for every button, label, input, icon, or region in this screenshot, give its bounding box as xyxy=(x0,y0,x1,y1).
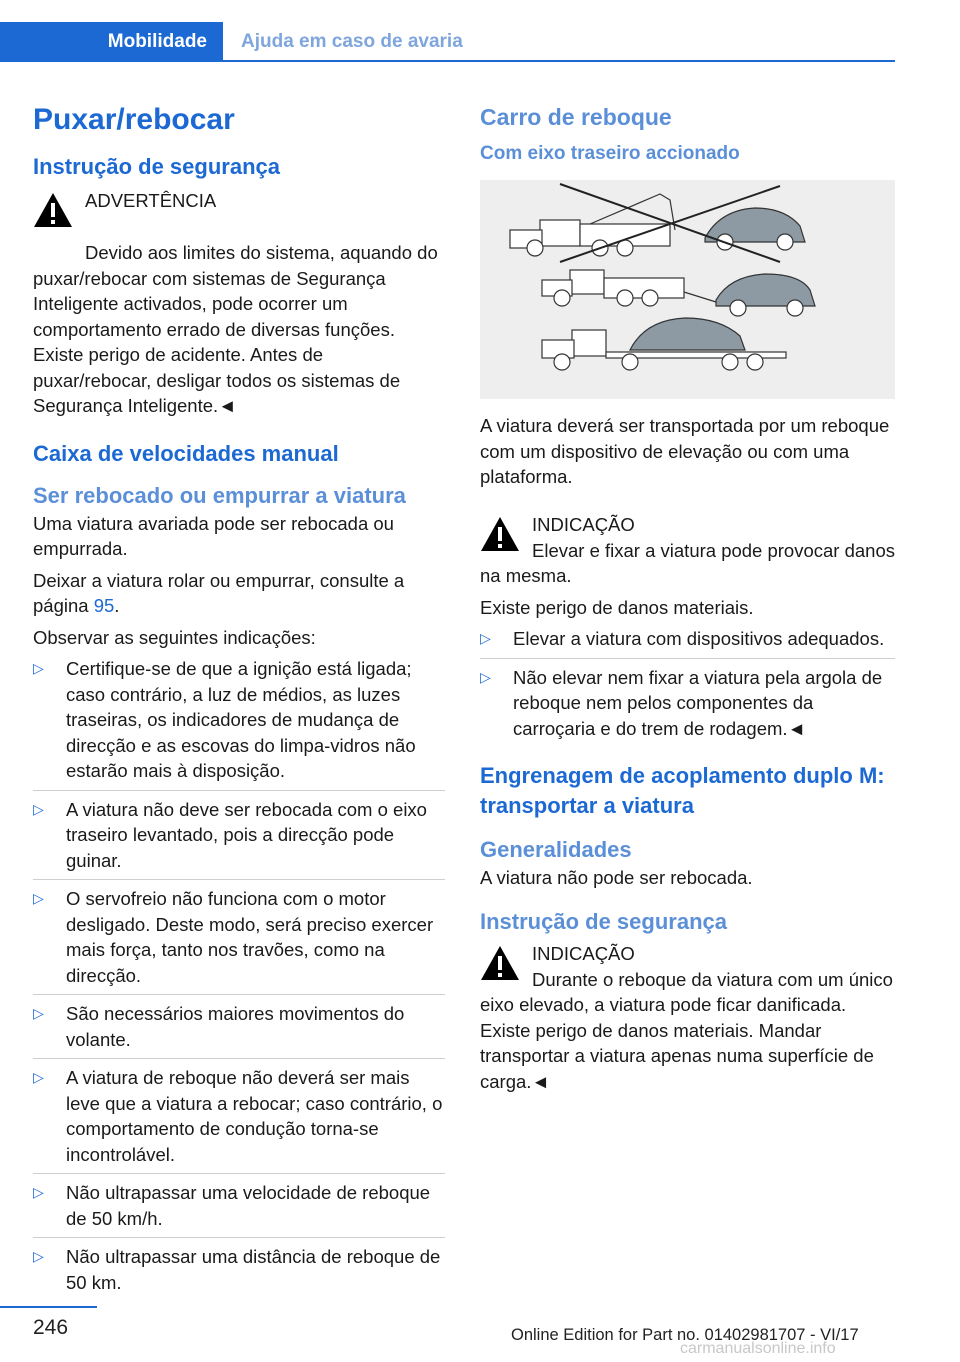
warning-label: ADVERTÊNCIA xyxy=(85,190,217,211)
list-item-text: O servofreio não funciona com o motor desligado. Deste modo, será preciso exercer mais força, tanto nos travões, como na direcção. xyxy=(66,888,434,986)
note-paragraph-1: Existe perigo de danos materiais. xyxy=(480,596,754,618)
bullet-triangle-icon: ▷ xyxy=(33,1184,44,1200)
general-heading: Generalidades xyxy=(480,837,632,862)
tab-mobilidade[interactable]: Mobilidade xyxy=(0,22,223,62)
manual-gearbox-heading: Caixa de velocidades manual xyxy=(33,440,339,466)
warning-text: Devido aos limites do sistema, aquando do puxar/rebocar com sistemas de Segurança Inteligente activados, pode ocorrer um comportamento errado de diversas funções. Existe perigo de acidente. Antes de puxar/rebocar, desligar todos os sistemas de Segurança Inteligente.◄ xyxy=(33,242,438,416)
tab-underline xyxy=(223,60,895,62)
list-item-text: Não elevar nem fixar a viatura pela argola de reboque nem pelos componentes da carroçaria e do trem de rodagem.◄ xyxy=(513,666,883,739)
list-item-text: Não ultrapassar uma distância de reboque de 50 km. xyxy=(66,1246,441,1293)
bullet-triangle-icon: ▷ xyxy=(480,630,491,646)
header-tabbar xyxy=(0,22,895,62)
list-item-text: A viatura de reboque não deverá ser mais leve que a viatura a rebocar; caso contrário, o comportamento de condução torna-se incontrolável. xyxy=(66,1067,443,1165)
safety-heading-right: Instrução de segurança xyxy=(480,908,727,934)
tow-truck-subheading: Com eixo traseiro accionado xyxy=(480,143,740,164)
edition-text: Online Edition for Part no. 01402981707 - VI/17 xyxy=(511,1326,859,1344)
dual-clutch-heading: Engrenagem de acoplamento duplo M: transportar a viatura xyxy=(480,763,885,818)
note-box-2 xyxy=(480,941,895,993)
list-item-text: A viatura não deve ser rebocada com o eixo traseiro levantado, pois a direcção pode guinar. xyxy=(66,798,427,871)
list-item xyxy=(33,1180,445,1238)
note-label-1: INDICAÇÃO xyxy=(532,513,635,535)
bullet-triangle-icon: ▷ xyxy=(33,1069,44,1085)
list-item-text: Elevar a viatura com dispositivos adequados. xyxy=(513,628,885,649)
note-text-1: Elevar e fixar a viatura pode provocar danos na mesma. xyxy=(480,539,896,586)
tow-truck-heading: Carro de reboque xyxy=(480,104,672,130)
bullet-triangle-icon: ▷ xyxy=(33,1005,44,1021)
tow-paragraph: A viatura deverá ser transportada por um reboque com um dispositivo de elevação ou com uma plataforma. xyxy=(480,415,890,487)
left-bullet-list xyxy=(33,656,445,1301)
safety-heading: Instrução de segurança xyxy=(33,154,280,179)
tow-truck-drawing xyxy=(480,180,895,399)
warning-triangle-icon xyxy=(33,192,73,228)
page-number: 246 xyxy=(33,1316,69,1339)
right-bullet-list xyxy=(480,626,895,747)
tow-truck-illustration xyxy=(480,180,895,399)
watermark: carmanualsonline.info xyxy=(680,1340,836,1357)
list-item-text: Certifique-se de que a ignição está ligada; caso contrário, a luz de médios, as luzes traseiras, os indicadores de mudança de direcção e as escovas do limpa-vidros não estarão mais à disposição. xyxy=(66,658,416,781)
push-paragraph-2-end: . xyxy=(114,595,120,616)
page-title: Puxar/rebocar xyxy=(33,103,235,136)
bullet-triangle-icon: ▷ xyxy=(33,890,44,906)
note-text-2: Durante o reboque da viatura com um único eixo elevado, a viatura pode ficar danificada. Existe perigo de danos materiais. Mandar transportar a viatura apenas numa superfície de carga.◄ xyxy=(480,968,893,1092)
general-paragraph: A viatura não pode ser rebocada. xyxy=(480,867,753,888)
right-column xyxy=(480,98,895,1094)
push-paragraph-3: Observar as seguintes indicações: xyxy=(33,626,316,648)
list-item xyxy=(480,665,895,748)
left-column xyxy=(33,98,445,1307)
tab-ajuda-avaria[interactable]: Ajuda em caso de avaria xyxy=(241,31,463,52)
push-paragraph-1: Uma viatura avariada pode ser rebocada ou empurrada. xyxy=(33,512,394,559)
list-item xyxy=(33,797,445,881)
list-item-text: São necessários maiores movimentos do volante. xyxy=(66,1003,405,1050)
warning-triangle-icon xyxy=(480,945,520,981)
list-item xyxy=(33,886,445,995)
list-item xyxy=(33,656,445,791)
list-item xyxy=(33,1001,445,1059)
page-link-95[interactable]: 95 xyxy=(93,595,115,616)
note-box-1 xyxy=(480,512,895,564)
note-label-2: INDICAÇÃO xyxy=(532,942,635,964)
bullet-triangle-icon: ▷ xyxy=(33,1248,44,1264)
push-tow-heading: Ser rebocado ou empurrar a viatura xyxy=(33,482,406,508)
list-item xyxy=(33,1065,445,1174)
push-paragraph-2-text: Deixar a viatura rolar ou empurrar, consulte a página xyxy=(33,569,405,616)
warning-box xyxy=(33,188,445,240)
bullet-triangle-icon: ▷ xyxy=(33,800,44,817)
bullet-triangle-icon: ▷ xyxy=(480,668,491,685)
list-item xyxy=(33,1244,445,1301)
footer-line xyxy=(0,1306,97,1308)
list-item xyxy=(480,626,895,659)
list-item-text: Não ultrapassar uma velocidade de reboque de 50 km/h. xyxy=(66,1182,431,1229)
bullet-triangle-icon: ▷ xyxy=(33,660,44,676)
warning-triangle-icon xyxy=(480,516,520,552)
push-paragraph-2 xyxy=(33,568,445,619)
